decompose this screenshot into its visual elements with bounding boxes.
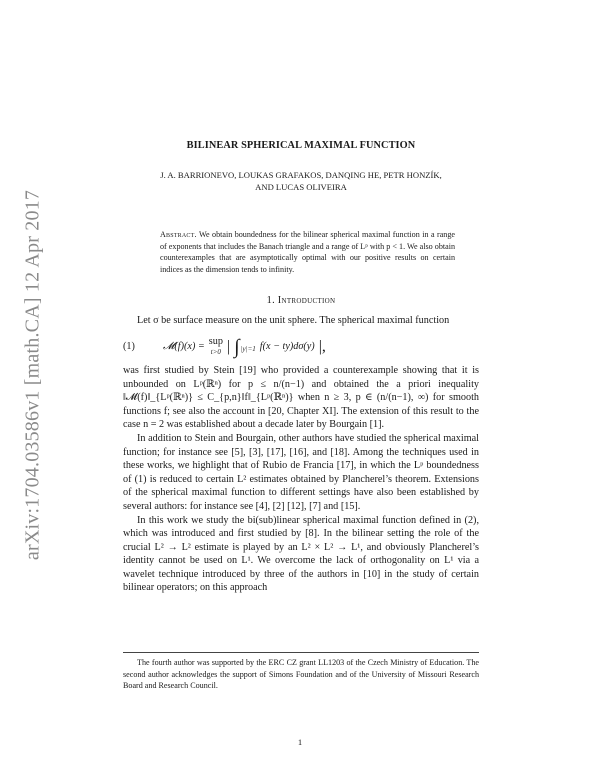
- section-number: 1.: [266, 295, 275, 307]
- equation-number: (1): [123, 341, 135, 353]
- integral-subscript: |y|=1: [240, 345, 256, 354]
- abs-bar-left: |: [226, 338, 231, 356]
- abstract-text: We obtain boundedness for the bilinear spherical maximal function in a range of exponents that includes the Banach triangle and a range of Lᵖ with p < 1. We also obtain counterexamples that are asymptotically optimal with our positive results on certain indices as the dimension tends to infinity.: [160, 230, 455, 274]
- paragraph-1: Let σ be surface measure on the unit sphere. The spherical maximal function: [137, 315, 450, 327]
- abstract: [160, 229, 455, 275]
- paragraph-3: In addition to Stein and Bourgain, other authors have studied the spherical maximal function; for instance see [5], [3], [17], [16], and [18]. Among the techniques used in these works, we highlight that of Rubio de Francia [17], in which the Lᵖ boundedness of (1) is reduced to certain L² estimates obtained by Plancherel’s theorem. Extensions of the spherical maximal function to different settings have also been established by several authors: for instance see [4], [2] [12], [7] and [15].: [123, 432, 479, 512]
- body-text: [123, 314, 479, 595]
- page-number: 1: [297, 737, 303, 747]
- paper-title: BILINEAR SPHERICAL MAXIMAL FUNCTION: [186, 140, 416, 151]
- integrand: f(x − ty)dσ(y): [259, 341, 315, 353]
- footnote: [123, 652, 479, 692]
- integral-sign: ∫: [234, 335, 240, 358]
- paper-first-page: [123, 140, 479, 595]
- equation-body: [163, 337, 326, 357]
- authors-line-1: J. A. BARRIONEVO, LOUKAS GRAFAKOS, DANQING HE, PETR HONZÍK,: [160, 170, 442, 180]
- abs-bar-right: |,: [318, 338, 326, 356]
- arxiv-identifier: arXiv:1704.03586v1 [math.CA] 12 Apr 2017: [21, 189, 44, 561]
- footnote-rule: [123, 652, 479, 653]
- arxiv-sidebar-stamp: [8, 175, 58, 575]
- sup-label: sup: [208, 335, 223, 347]
- sup-operator: [209, 337, 223, 357]
- abstract-label: Abstract.: [160, 230, 197, 239]
- author-list: [123, 169, 479, 193]
- sup-subscript: t>0: [210, 347, 221, 356]
- equation-1: [123, 330, 479, 364]
- footnote-text: The fourth author was supported by the ERC CZ grant LL1203 of the Czech Ministry of Education. The second author acknowledges the support of Simons Foundation and of the University of Missouri Research Board and Research Council.: [123, 658, 479, 690]
- equation-lhs: 𝓜(f)(x) =: [163, 341, 205, 353]
- paragraph-4: In this work we study the bi(sub)linear spherical maximal function defined in (2), which was introduced and first studied by [8]. In the bilinear setting the role of the crucial L² → L² estimate is played by an L² × L² → L¹, and obviously Plancherel’s identity cannot be used on L¹. We overcome the lack of orthogonality on L¹ via a wavelet technique introduced by three of the authors in [10] in the study of certain bilinear operators; on this approach: [123, 514, 479, 594]
- authors-line-2: AND LUCAS OLIVEIRA: [255, 182, 347, 192]
- section-title: Introduction: [277, 295, 336, 307]
- section-heading: [123, 295, 479, 306]
- paragraph-2: was first studied by Stein [19] who provided a counterexample showing that it is unbounded on Lᵖ(ℝⁿ) for p ≤ n/(n−1) and obtained the a priori inequality ‖𝓜(f)‖_{Lᵖ(ℝⁿ)} ≤ C_{p,n}‖f‖_{Lᵖ(ℝⁿ)} when n ≥ 3, p ∈ (n/(n−1), ∞) for smooth functions f; see also the account in [20, Chapter XI]. The extension of this result to the case n = 2 was established about a decade later by Bourgain [1].: [123, 364, 479, 431]
